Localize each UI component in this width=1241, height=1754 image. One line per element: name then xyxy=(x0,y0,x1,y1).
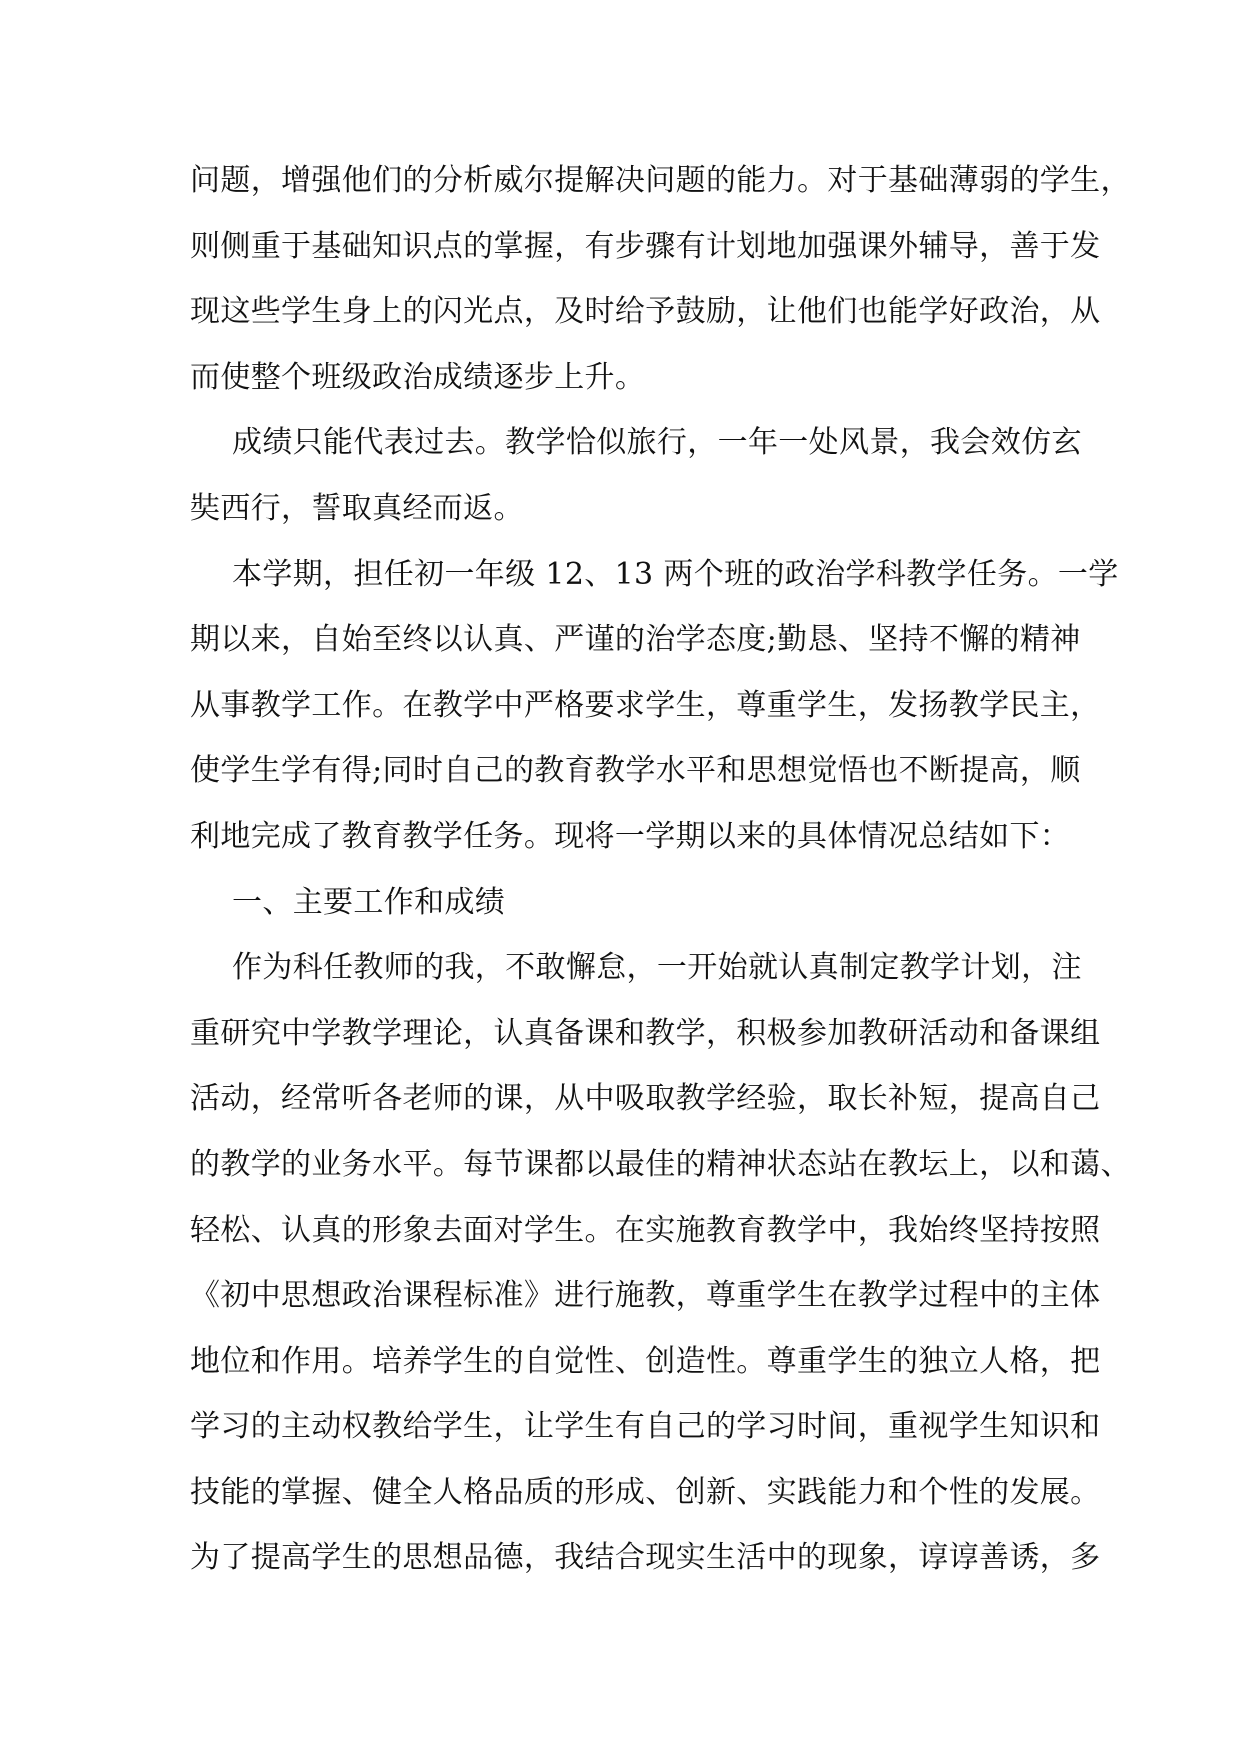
paragraph-line: 问题，增强他们的分析威尔提解决问题的能力。对于基础薄弱的学生， xyxy=(190,163,1131,198)
paragraph-line: 为了提高学生的思想品德，我结合现实生活中的现象，谆谆善诱，多 xyxy=(190,1540,1101,1576)
paragraph-line: 则侧重于基础知识点的掌握，有步骤有计划地加强课外辅导，善于发 xyxy=(190,228,1101,264)
document-body xyxy=(190,148,1131,1591)
paragraph-line: 奘西行，誓取真经而返。 xyxy=(190,490,524,526)
paragraph-line: 地位和作用。培养学生的自觉性、创造性。尊重学生的独立人格，把 xyxy=(190,1343,1101,1379)
paragraph-line: 重研究中学教学理论，认真备课和教学，积极参加教研活动和备课组 xyxy=(190,1015,1101,1051)
paragraph-line: 《初中思想政治课程标准》进行施教，尊重学生在教学过程中的主体 xyxy=(190,1278,1101,1314)
paragraph-line: 使学生学有得;同时自己的教育教学水平和思想觉悟也不断提高，顺 xyxy=(190,753,1081,789)
paragraph-line: 成绩只能代表过去。教学恰似旅行，一年一处风景，我会效仿玄 xyxy=(232,425,1082,461)
paragraph-line: 利地完成了教育教学任务。现将一学期以来的具体情况总结如下： xyxy=(190,818,1071,854)
paragraph-line: 作为科任教师的我，不敢懈怠，一开始就认真制定教学计划，注 xyxy=(232,950,1082,986)
paragraph-line: 本学期，担任初一年级 12、13 两个班的政治学科教学任务。一学 xyxy=(232,556,1119,592)
paragraph-line: 技能的掌握、健全人格品质的形成、创新、实践能力和个性的发展。 xyxy=(190,1474,1101,1510)
paragraph-line: 学习的主动权教给学生，让学生有自己的学习时间，重视学生知识和 xyxy=(190,1409,1101,1445)
paragraph-line: 的教学的业务水平。每节课都以最佳的精神状态站在教坛上，以和蔼、 xyxy=(190,1146,1131,1182)
paragraph-line: 期以来，自始至终以认真、严谨的治学态度;勤恳、坚持不懈的精神 xyxy=(190,622,1081,658)
paragraph-line: 轻松、认真的形象去面对学生。在实施教育教学中，我始终坚持按照 xyxy=(190,1212,1101,1248)
paragraph-line: 活动，经常听各老师的课，从中吸取教学经验，取长补短，提高自己 xyxy=(190,1081,1101,1117)
paragraph-line: 而使整个班级政治成绩逐步上升。 xyxy=(190,359,646,395)
section-heading: 一、主要工作和成绩 xyxy=(232,884,506,920)
paragraph-line: 现这些学生身上的闪光点，及时给予鼓励，让他们也能学好政治，从 xyxy=(190,294,1101,330)
paragraph-line: 从事教学工作。在教学中严格要求学生，尊重学生，发扬教学民主， xyxy=(190,687,1101,723)
